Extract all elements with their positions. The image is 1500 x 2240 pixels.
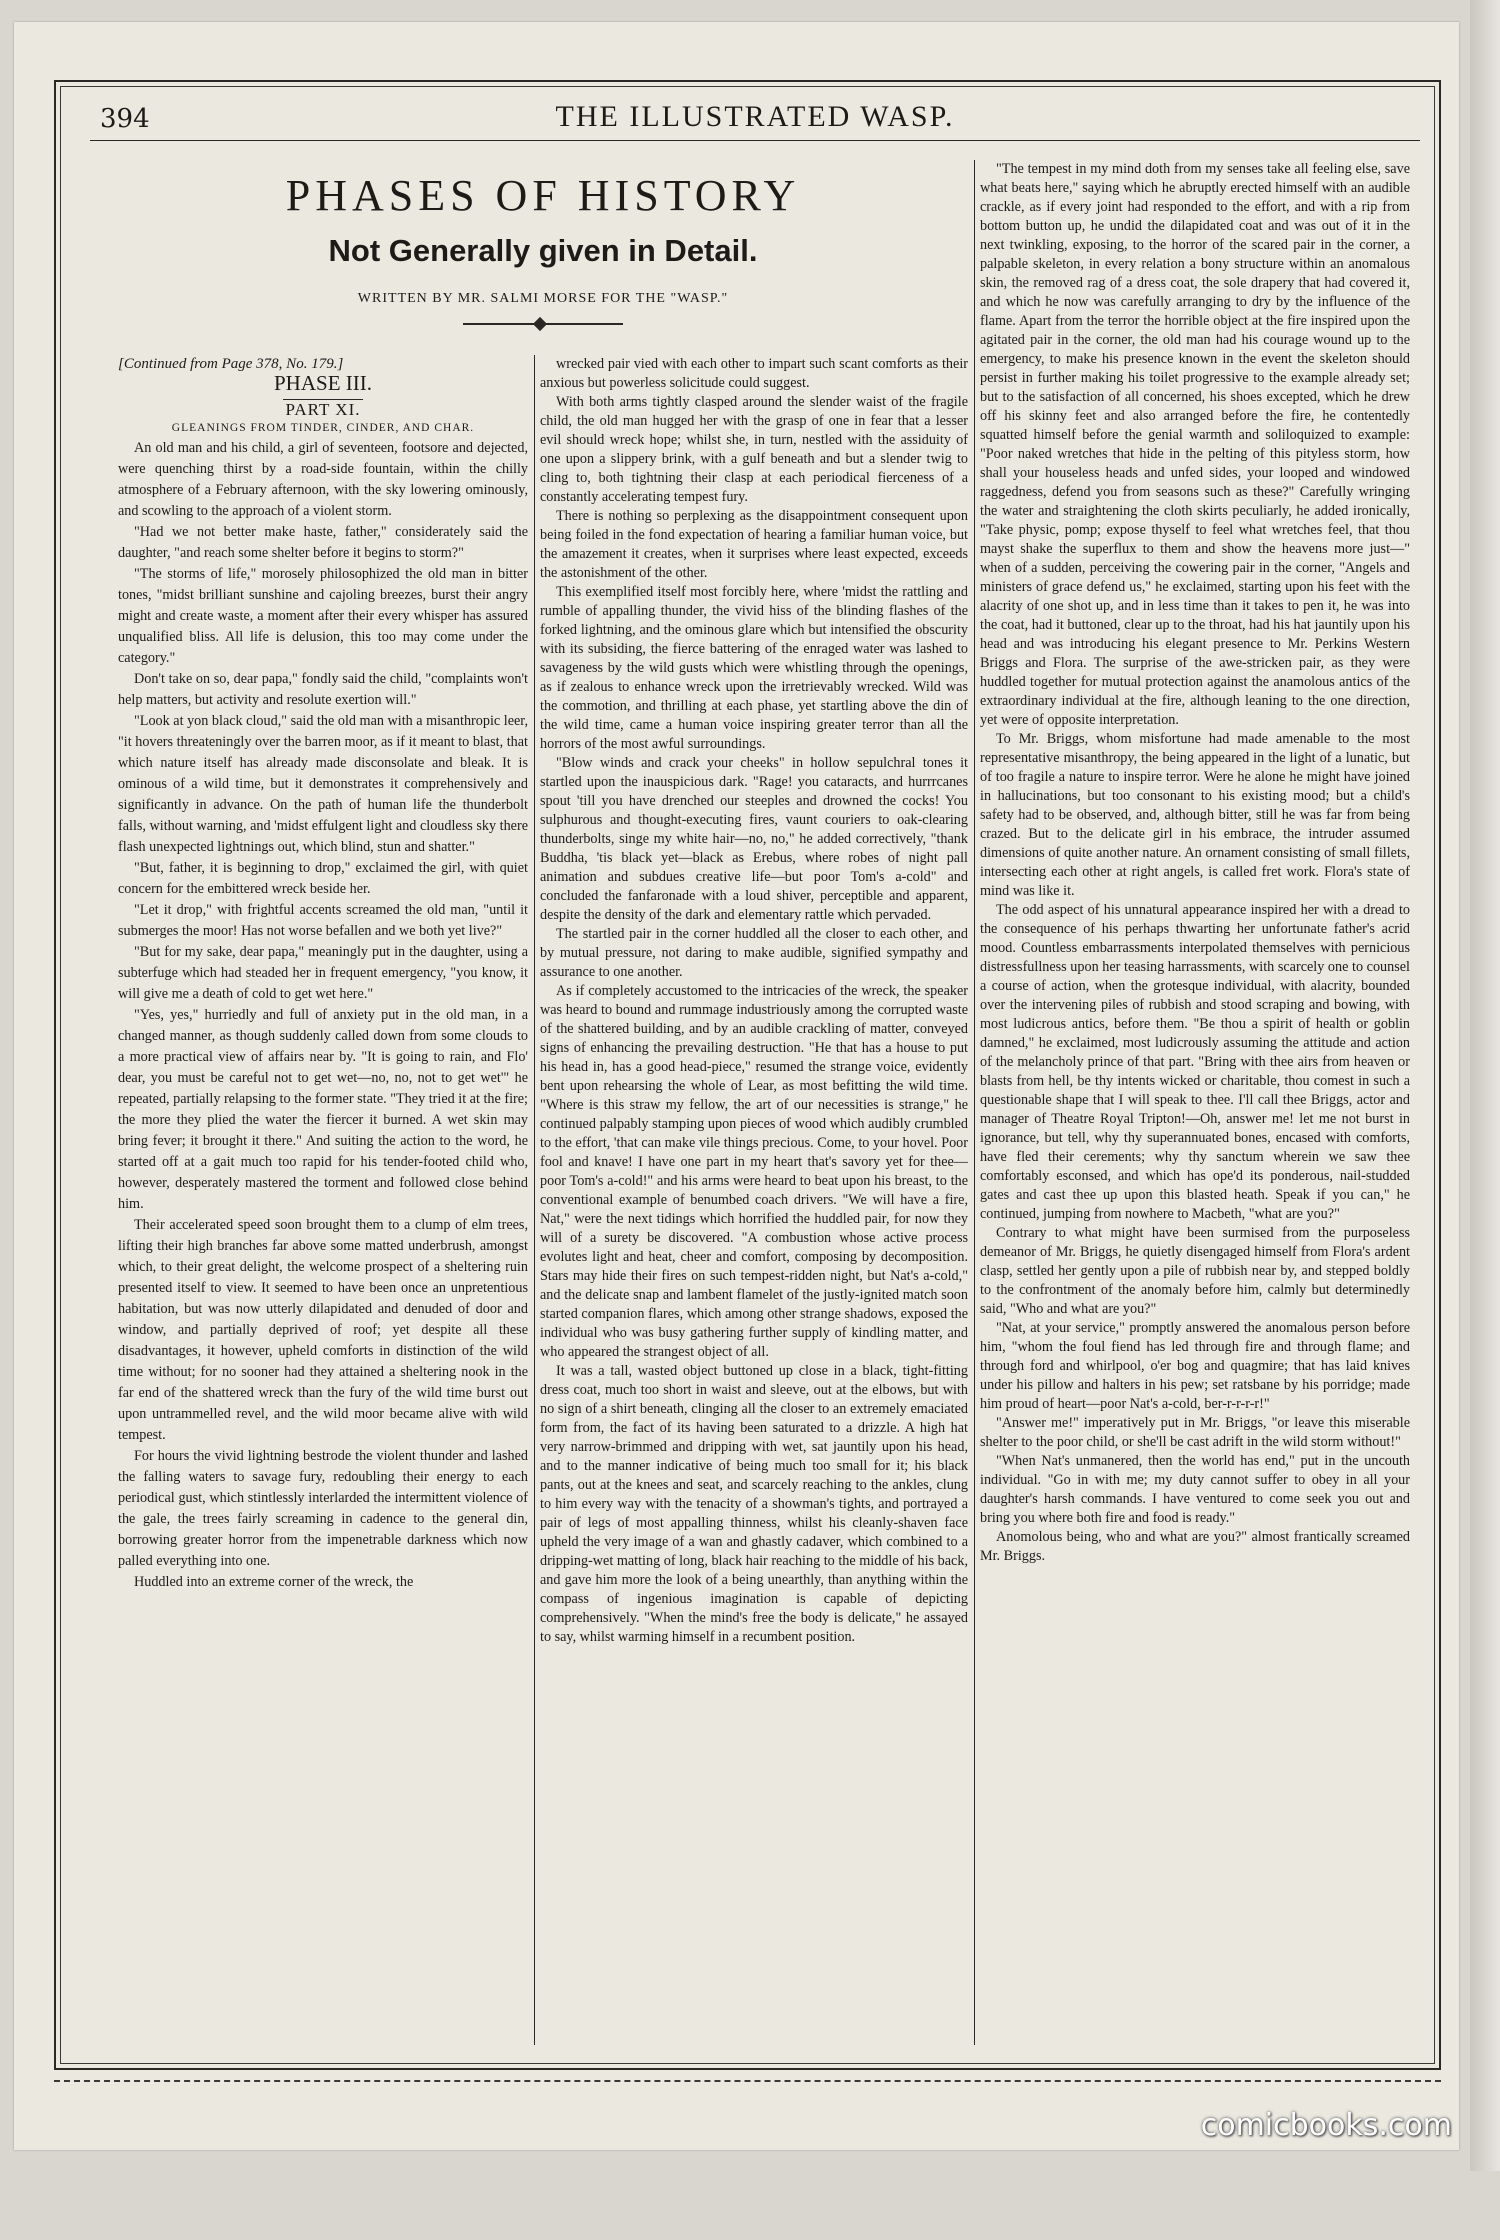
paragraph: "But, father, it is beginning to drop," exclaimed the girl, with quiet concern for the embittered wreck beside her. (118, 860, 528, 897)
masthead: THE ILLUSTRATED WASP. (555, 100, 955, 133)
paragraph: With both arms tightly clasped around the slender waist of the fragile child, the old man hugged her with the grasp of one in fear that a lesser evil should wreck hope; whilst she, in turn, nestled with the assiduity of one upon a slippery brink, with a gulf beneath and but a slender twig to cling to, both tightning their clasp at each periodical fierceness of a constantly accelerating tempest fury. (540, 394, 968, 505)
paragraph: "Look at yon black cloud," said the old man with a misanthropic leer, "it hovers threateningly over the barren moor, as if it meant to blast, that which nature itself has already made disconsolate and bleak. It is ominous of a wild time, but it demonstrates it comprehensively and significantly in advance. On the path of human life the thunderbolt falls, without warning, and 'midst effulgent light and cloudless sky there flash unexpected lightnings out, which blind, stun and shatter." (118, 713, 528, 855)
paragraph: "Answer me!" imperatively put in Mr. Briggs, "or leave this miserable shelter to the poor child, or she'll be cast adrift in the wild storm without!" (980, 1415, 1410, 1450)
paragraph: This exemplified itself most forcibly here, where 'midst the rattling and rumble of appalling thunder, the vivid hiss of the blinding flashes of the forked lightning, and the ominous glare which but intensified the obscurity with its subsiding, the fierce battering of the enraged water was lashed to savageness by the wild gusts which were whistling through the openings, as if zealous to enhance wreck upon the irretrievably wrecked. Wild was the commotion, and thrilling at each phase, yet startling above the din of the wild time, came a human voice inspiring greater terror than all the horrors of the most awful surroundings. (540, 584, 968, 752)
article-subtitle: Not Generally given in Detail. (328, 233, 758, 268)
paragraph: An old man and his child, a girl of seventeen, footsore and dejected, were quenching thirst by a road-side fountain, within the chilly atmosphere of a February afternoon, with the sky lowering ominously, and scowling to the approach of a violent storm. (118, 440, 528, 519)
paragraph: Don't take on so, dear papa," fondly said the child, "complaints won't help matters, but activity and resolute exertion will." (118, 671, 528, 708)
paragraph: As if completely accustomed to the intricacies of the wreck, the speaker was heard to bound and rummage industriously among the corrupted waste of the shattered building, and by an audible crackling of matter, conveyed signs of enhancing the prevailing destruction. "He that has a house to put his head in, has a good head-piece," resumed the strange voice, evidently bent upon rehearsing the whole of Lear, as most befitting the wild time. "Where is this straw my fellow, the art of our necessities is strange," he continued palpably stamping upon pieces of wood which audibly crumbled to the effort, 'that can make vile things precious. Come, to your hovel. Poor fool and knave! I have one part in my heart that's savory yet for thee—poor Tom's a-cold!" and his arms were heard to beat upon his breast, to the conventional example of benumbed coach drivers. "We will have a fire, Nat," were the next tidings which horrified the huddled pair, for now they will of a surety be discovered. "A combustion whose active process evolutes light and heat, cheer and comfort, composing by decomposition. Stars may hide their fires on such tempest-ridden night, but Nat's a-cold," and the delicate snap and lambent flamelet of the justly-ignited match soon started companion flares, which among other strange shadows, exposed the individual who was busy gathering further supply of kindling matter, and who appeared the strangest object of all. (540, 983, 968, 1360)
article-byline: WRITTEN BY MR. SALMI MORSE FOR THE "WASP." (357, 291, 729, 306)
paragraph: Their accelerated speed soon brought them to a clump of elm trees, lifting their high branches far above some matted underbrush, amongst which, to their great delight, the welcome prospect of a sheltering ruin presented itself to view. It seemed to have been once an unpretentious habitation, but was now utterly dilapidated and denuded of door and window, and partially deprived of roof; yet despite all these disadvantages, it however, upheld comforts in distinction of the wild time without; for no sooner had they attained a sheltering nook in the far end of the shattered wreck than the fury of the wild time burst out upon untrammelled revel, and the wild moor became alive with wild tempest. (118, 1217, 528, 1443)
paragraph: For hours the vivid lightning bestrode the violent thunder and lashed the falling waters to savage fury, redoubling their energy to each periodical gust, which stintlessly interlarded the intermittent violence of the gale, the trees fairly screaming in cadence to the general din, borrowing greater horror from the impenetrable darkness which now palled everything into one. (118, 1448, 528, 1569)
paragraph: Anomolous being, who and what are you?" almost frantically screamed Mr. Briggs. (980, 1529, 1410, 1564)
phase-heading: PHASE III. (274, 371, 372, 395)
paragraph: "The tempest in my mind doth from my senses take all feeling else, save what beats here," saying which he abruptly erected himself with an audible crackle, as if every joint had responded to the effort, and with a rip from bottom button up, he undid the dilapidated coat and was out of it in the next twinkling, exposing, to the horror of the scared pair in the corner, a palpable skeleton, in every relation a bony structure within an anomalous skin, the removed rag of a dress coat, the sole drapery that had covered it, and which he now was carefully arranging to dry by the influence of the flame. Apart from the terror the horrible object at the fire inspired upon the agitated pair in the corner, the old man had his courage wound up to the emergency, to make his presence known in the event the skeleton should persist in further making his toilet progressive to the example already set; but to the satisfaction of all concerned, his shoes excepted, which he drew off his skinny feet and also arranged before the fire, he contentedly squatted himself before the genial warmth and soliloquized to example: "Poor naked wretches that hide in the pelting of this pityless storm, how shall your houseless heads and unfed sides, your looped and windowed raggedness, defend you from seasons such as these?" Carefully wringing the water and straightening the cloth skirts peculiarly, he added ironically, "Take physic, pomp; expose thyself to feel what wretches feel, that thou mayst shake the superflux to them and show the heavens more just—" when of a sudden, perceiving the cowering pair in the corner, "Angels and ministers of grace defend us," he exclaimed, starting upon his feet with the alacrity of one shot up, and in less time than it takes to pen it, he was into the coat, had it buttoned, clear up to the throat, had his hat jauntily upon his head and was introducing his elegant presence to Mr. Perkins Western Briggs and Flora. The surprise of the awe-stricken pair, as they were huddled together for mutual protection against the anamolous antics of the extraordinary individual at the fire, although leaning to the one direction, yet were of opposite interpretation. (980, 161, 1410, 728)
column-3 (980, 160, 1410, 2045)
article-title: PHASES OF HISTORY (285, 171, 801, 220)
paragraph: "But for my sake, dear papa," meaningly put in the daughter, using a subterfuge which had steaded her in frequent emergency, "you know, it will give me a death of cold to get wet here." (118, 944, 528, 1002)
ornament-divider (463, 323, 623, 325)
page-edge-shadow (1470, 0, 1500, 2171)
paragraph: "Yes, yes," hurriedly and full of anxiety put in the old man, in a changed manner, as though suddenly called down from some clouds to a more practical view of affairs near by. "It is going to rain, and Flo' dear, you must be careful not to get wet—no, no, not to get wet'" he repeated, partially relapsing to the former state. "They tried it at the fire; the more they plied the water the fiercer it burned. A wet skin may bring fever; it brought it there." And suiting the action to the word, he started off at a gait much too rapid for his tender-footed child who, however, desperately mastered the torment and followed close behind him. (118, 1007, 528, 1212)
column-1 (118, 355, 528, 2078)
page-header (90, 100, 1420, 141)
column-1-body (118, 438, 528, 2078)
paragraph: To Mr. Briggs, whom misfortune had made amenable to the most representative misanthropy, the being appeared in the light of a lunatic, but of too fragile a nature to inspire terror. Were he alone he might have joined in hallucinations, but too consonant to his existing mood; but a child's safety had to be observed, and, although bitter, still he was far from being crazed. But to the delicate girl in his embrace, the intruder assumed dimensions of quite another nature. An ornament consisting of small fillets, intersecting each other at right angels, is called fret work. Flora's state of mind was like it. (980, 731, 1410, 899)
page-number: 394 (100, 104, 150, 134)
paragraph: "Blow winds and crack your cheeks" in hollow sepulchral tones it startled upon the inauspicious dark. "Rage! you cataracts, and hurrrcanes spout 'till you have drenched our steeples and drowned the cocks! You sulphurous and thought-executing fires, vaunt couriers to oak-clearing thunderbolts, singe my white hair—no, no," he added correctively, "thank Buddha, 'tis black yet—black as Erebus, where robes of night pall animation and subdues creative life—but poor Tom's a-cold" and concluded the fanfaronade with a loud shiver, perceptible and apparent, despite the density of the dark and elementary rattle which pervaded. (540, 755, 968, 923)
column-rule-2 (974, 160, 975, 2045)
paragraph: "Nat, at your service," promptly answered the anomalous person before him, "whom the foul fiend has led through fire and through flame; and through ford and whirlpool, o'er bog and quagmire; that has laid knives under his pillow and halters in his pew; set ratsbane by his porridge; made him proud of heart—poor Nat's a-cold, ber-r-r-r-r!" (980, 1320, 1410, 1412)
column-2 (540, 355, 968, 2240)
watermark: comicbooks.com (1200, 2108, 1452, 2143)
paragraph: "Had we not better make haste, father," considerately said the daughter, "and reach some shelter before it begins to storm?" (118, 524, 528, 561)
paragraph: The odd aspect of his unnatural appearance inspired her with a dread to the consequence of his perhaps thwarting her unfortunate father's acrid mood. Countless embarrassments interpolated themselves with pernicious distressfullness upon her teasing harrassments, with scarcely one to counsel a course of action, when the grotesque individual, with alacrity, bounded over the intervening piles of rubbish and stood scraping and bowing, with most ludicrous antics, before them. "Be thou a spirit of health or goblin damned," he exclaimed, most ludicrously assuming the attitude and action of the melancholy prince of that part. "Bring with thee airs from heaven or blasts from hell, be thy intents wicked or charitable, thou comest in such a questionable shape that I will speak to thee. I'll call thee Briggs, actor and manager of Theatre Royal Tripton!—Oh, answer me! let me not burst in ignorance, but tell, why thy superannuated bones, encased with comforts, have fled their cerements; why thy sanctum wherein we saw thee comfortably esconsed, and which has ope'd its ponderous, nail-studded gates and cast thee up upon this blasted heath. Speak if you can," he continued, jumping from nowhere to Macbeth, "what are you?" (980, 902, 1410, 1222)
paragraph: "When Nat's unmanered, then the world has end," put in the uncouth individual. "Go in with me; my duty cannot suffer to obey in all your daughter's harsh commands. I have ventured to come seek you out and bring you where both fire and food is ready." (980, 1453, 1410, 1526)
paragraph: Huddled into an extreme corner of the wreck, the (134, 1574, 414, 1590)
section-heading: GLEANINGS FROM TINDER, CINDER, AND CHAR. (171, 422, 475, 434)
continued-note: [Continued from Page 378, No. 179.] (118, 356, 344, 372)
paragraph: wrecked pair vied with each other to impart such scant comforts as their anxious but powerless solicitude could suggest. (540, 356, 968, 391)
bottom-rule (54, 2080, 1441, 2082)
paragraph: Contrary to what might have been surmised from the purposeless demeanor of Mr. Briggs, he quietly disengaged himself from Flora's ardent clasp, settled her gently upon a pile of rubbish near by, and stepped boldly to the confrontment of the anomaly before him, calmly but determinedly said, "Who and what are you?" (980, 1225, 1410, 1317)
column-rule-1 (534, 355, 535, 2045)
paragraph: "Let it drop," with frightful accents screamed the old man, "until it submerges the moor! Has not worse befallen and we both yet live?" (118, 902, 528, 939)
paragraph: It was a tall, wasted object buttoned up close in a black, tight-fitting dress coat, much too short in waist and sleeve, out at the elbows, but with no sign of a shirt beneath, clinging all the closer to an extremely emaciated form from, the fact of its having been saturated to a drizzle. A high hat very narrow-brimmed and dripping with wet, sat jauntily upon his head, and to the manner indicative of being much too small for it; his black pants, out at the knees and seat, and scarcely reaching to the ankles, clung to him every way with the tenacity of a showman's tights, and portrayed a pair of legs of most appalling thinness, whilst his cleanly-shaven face upheld the very image of a wan and ghastly cadaver, which combined to a dripping-wet matting of long, black hair reaching to the middle of his back, and gave him more the look of a being unearthly, than anything within the compass of ingenious imagination is capable of depicting comprehensively. "When the mind's free the body is delicate," he assayed to say, whilst warming himself in a recumbent position. (540, 1363, 968, 1645)
part-heading: PART XI. (285, 400, 361, 419)
paragraph: There is nothing so perplexing as the disappointment consequent upon being foiled in the fond expectation of hearing a familiar human voice, but the amazement it creates, when it surprises where least expected, exceeds the astonishment of the other. (540, 508, 968, 581)
paragraph: "The storms of life," morosely philosophized the old man in bitter tones, "midst brilliant sunshine and cajoling breezes, burst their angry might and create waste, a moment after their every whisper has assured unqualified bliss. All life is delusion, this too may come under the category." (118, 566, 528, 666)
paragraph: The startled pair in the corner huddled all the closer to each other, and by mutual pressure, not daring to make audible, signified sympathy and assurance to one another. (540, 926, 968, 980)
article-title-block (118, 160, 968, 325)
